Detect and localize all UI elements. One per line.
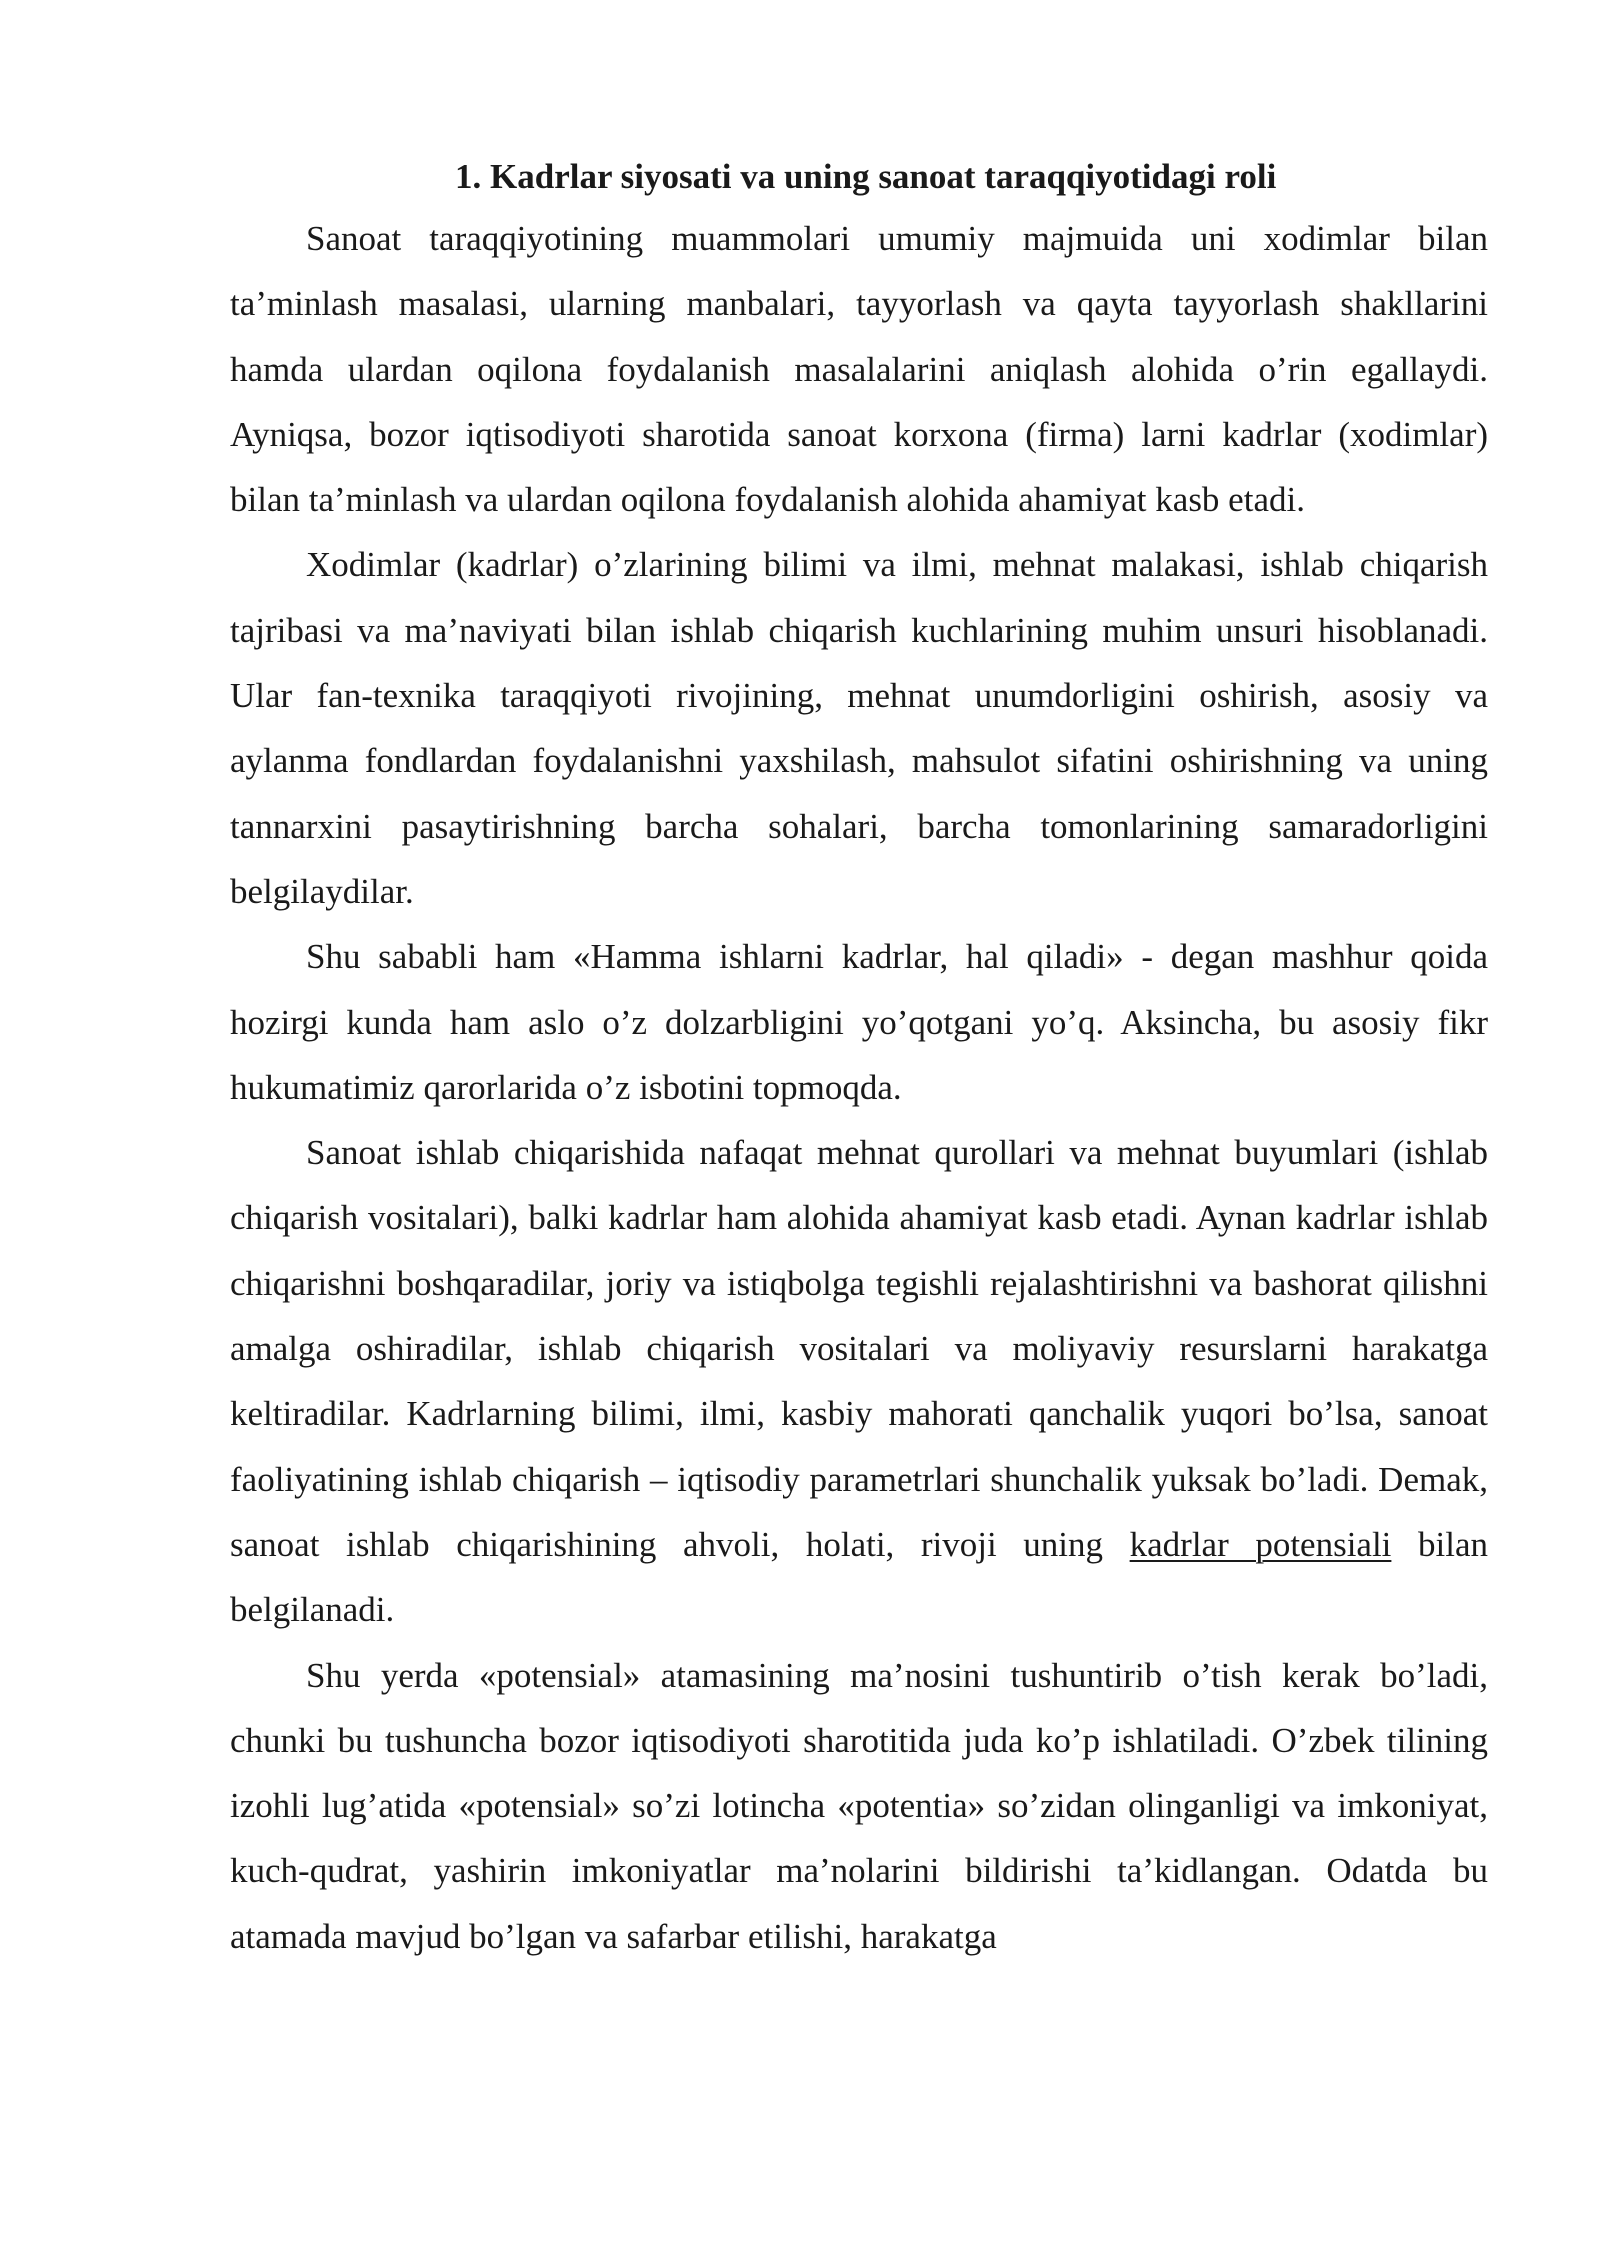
paragraph-3: Shu sababli ham «Hamma ishlarni kadrlar, hal qiladi» - degan mashhur qoida hozirgi kunda ham aslo o’z dolzarbligini yo’qotgani yo’q. Aksincha, bu asosiy fikr hukumatimiz qarorlarida o’z isbotini topmoqda.	[230, 937, 1488, 1107]
paragraph-4-text-after: bilan belgilanadi.	[230, 1524, 1488, 1630]
paragraph-1: Sanoat taraqqiyotining muammolari umumiy majmuida uni xodimlar bilan ta’minlash masalasi, ularning manbalari, tayyorlash va qayta tayyorlash shakllarini hamda ulardan oqilona foydalanish masalalarini aniqlash alohida o’rin egallaydi. Ayniqsa, bozor iqtisodiyoti sharotida sanoat korxona (firma) larni kadrlar (xodimlar) bilan ta’minlash va ulardan oqilona foydalanish alohida ahamiyat kasb etadi.	[230, 219, 1488, 520]
section-title: 1. Kadrlar siyosati va uning sanoat taraqqiyotidagi roli	[455, 157, 1277, 196]
underlined-term: kadrlar potensiali	[1129, 1524, 1392, 1564]
paragraph-4-text-before: Sanoat ishlab chiqarishida nafaqat mehnat qurollari va mehnat buyumlari (ishlab chiqarish vositalari), balki kadrlar ham alohida ahamiyat kasb etadi. Aynan kadrlar ishlab chiqarishni boshqaradilar, joriy va istiqbolga tegishli rejalashtirishni va bashorat qilishni amalga oshiradilar, ishlab chiqarish vositalari va moliyaviy resurslarni harakatga keltiradilar. Kadrlarning bilimi, ilmi, kasbiy mahorati qanchalik yuqori bo’lsa, sanoat faoliyatining ishlab chiqarish – iqtisodiy parametrlari shunchalik yuksak bo’ladi. Demak, sanoat ishlab chiqarishining ahvoli, holati, rivoji uning	[230, 1133, 1488, 1564]
document-body	[230, 148, 1488, 1969]
paragraph-5: Shu yerda «potensial» atamasining ma’nosini tushuntirib o’tish kerak bo’ladi, chunki bu tushuncha bozor iqtisodiyoti sharotitida juda ko’p ishlatiladi. O’zbek tilining izohli lug’atida «potensial» so’zi lotincha «potentia» so’zidan olinganligi va imkoniyat, kuch-qudrat, yashirin imkoniyatlar ma’nolarini bildirishi ta’kidlangan. Odatda bu atamada mavjud bo’lgan va safarbar etilishi, harakatga	[230, 1655, 1488, 1956]
paragraph-2: Xodimlar (kadrlar) o’zlarining bilimi va ilmi, mehnat malakasi, ishlab chiqarish tajribasi va ma’naviyati bilan ishlab chiqarish kuchlarining muhim unsuri hisoblanadi. Ular fan-texnika taraqqiyoti rivojining, mehnat unumdorligini oshirish, asosiy va aylanma fondlardan foydalanishni yaxshilash, mahsulot sifatini oshirishning va uning tannarxini pasaytirishning barcha sohalari, barcha tomonlarining samaradorligini belgilaydilar.	[230, 545, 1488, 911]
paragraph-4	[230, 1120, 1488, 1642]
